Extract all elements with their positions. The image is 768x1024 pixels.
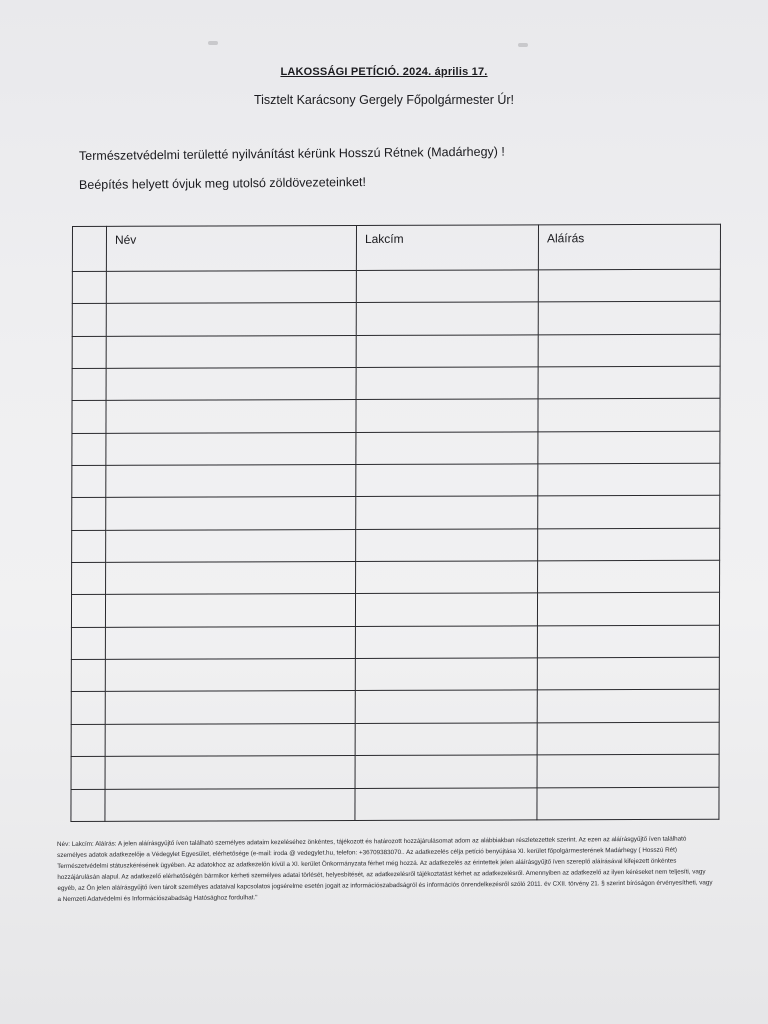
- signature-rows: [71, 269, 720, 821]
- address-cell[interactable]: [355, 723, 537, 756]
- appeal-line: Beépítés helyett óvjuk meg utolsó zöldövezeteinket!: [78, 174, 367, 192]
- table-row: [72, 399, 720, 434]
- row-number-cell[interactable]: [72, 498, 106, 530]
- name-cell[interactable]: [106, 400, 356, 433]
- table-row: [72, 269, 720, 304]
- signature-table: [70, 224, 721, 822]
- row-number-cell[interactable]: [71, 757, 105, 789]
- name-cell[interactable]: [106, 529, 356, 562]
- address-cell[interactable]: [355, 626, 537, 659]
- petition-title: LAKOSSÁGI PETÍCIÓ. 2024. április 17.: [280, 66, 488, 78]
- row-number-cell[interactable]: [72, 368, 106, 400]
- request-line: Természetvédelmi területté nyilvánítást kérünk Hosszú Rétnek (Madárhegy) !: [78, 144, 505, 163]
- row-number-cell[interactable]: [72, 530, 106, 562]
- table-row: [71, 787, 719, 822]
- name-cell[interactable]: [106, 335, 356, 368]
- name-cell[interactable]: [106, 497, 356, 530]
- row-number-cell[interactable]: [71, 692, 105, 724]
- name-cell[interactable]: [106, 465, 356, 498]
- address-cell[interactable]: [356, 335, 538, 368]
- row-number-cell[interactable]: [71, 627, 105, 659]
- name-cell[interactable]: [105, 594, 355, 627]
- name-cell[interactable]: [105, 788, 355, 821]
- name-cell[interactable]: [106, 368, 356, 401]
- address-cell[interactable]: [356, 496, 538, 529]
- name-cell[interactable]: [105, 691, 355, 724]
- salutation: Tisztelt Karácsony Gergely Főpolgármester Úr!: [253, 93, 515, 107]
- row-number-cell[interactable]: [71, 660, 105, 692]
- table-row: [72, 366, 720, 401]
- signature-cell[interactable]: [537, 657, 719, 690]
- hole-mark: [518, 43, 528, 47]
- signature-cell[interactable]: [537, 690, 719, 723]
- signature-cell[interactable]: [537, 593, 719, 626]
- row-number-cell[interactable]: [72, 336, 106, 368]
- name-cell[interactable]: [105, 723, 355, 756]
- signature-cell[interactable]: [538, 334, 720, 367]
- hole-mark: [208, 41, 218, 45]
- signature-cell[interactable]: [537, 754, 719, 787]
- name-cell[interactable]: [105, 659, 355, 692]
- address-cell[interactable]: [356, 561, 538, 594]
- address-cell[interactable]: [356, 270, 538, 303]
- table-row: [71, 690, 719, 725]
- header-name: Név: [106, 226, 356, 272]
- address-cell[interactable]: [355, 755, 537, 788]
- table-row: [72, 334, 720, 369]
- row-number-cell[interactable]: [72, 465, 106, 497]
- address-cell[interactable]: [356, 399, 538, 432]
- signature-cell[interactable]: [538, 463, 720, 496]
- table-row: [71, 625, 719, 660]
- signature-cell[interactable]: [537, 787, 719, 820]
- signature-cell[interactable]: [538, 528, 720, 561]
- address-cell[interactable]: [356, 529, 538, 562]
- signature-cell[interactable]: [537, 722, 719, 755]
- table-row: [72, 560, 720, 595]
- table-row: [72, 463, 720, 498]
- name-cell[interactable]: [106, 432, 356, 465]
- signature-cell[interactable]: [538, 496, 720, 529]
- privacy-footer: Név: Lakcím: Aláírás: A jelen aláírásgyűjtő íven található személyes adataim kezeléséhez önkéntes, tájékozott és határozott hozzájárulásomat adom az alábbiakban részletezettek szerint. Az ezen az aláírásgyűjtő íven található személyes adatok adatkezelője a Védegylet Egyesület, elérhetősége (e-mail: iroda @ vedegylet.hu, telefon: +36709383070.. Az adatkezelés célja petíció benyújtása XI. kerület főpolgármesterének Madárhegy ( Hosszú Rét) Természetvédelmi státuszkérésének ügyében. Az adatokhoz az adatkezelőn kívül a XI. kerület Önkormányzata férhet még hozzá. Az adatkezelés az érintettek jelen aláírásgyűjtő íven szereplő aláírásával kifejezett önkéntes hozzájárulásán alapul. Az adatkezelő elérhetőségén bármikor kérheti személyes adatai törlését, helyesbítését, az adatkezelésről tájékoztatást kérhet az adatkezelésről. Amennyiben az adatkezelő az ilyen kéréseket nem teljesíti, vagy egyéb, az Ön jelen aláírásgyűjtő íven tárolt személyes adataival kapcsolatos jogsérelme esetén jogait az információszabadságról és információs önrendelkezésről szóló 2011. év CXII. törvény 21. § szerint bíróságon érvényesítheti, vagy a Nemzeti Adatvédelmi és Információszabadság Hatósághoz fordulhat.": [57, 835, 713, 903]
- row-number-cell[interactable]: [72, 271, 106, 303]
- signature-cell[interactable]: [538, 366, 720, 399]
- row-number-cell[interactable]: [71, 789, 105, 822]
- address-cell[interactable]: [356, 367, 538, 400]
- name-cell[interactable]: [105, 756, 355, 789]
- header-signature: Aláírás: [538, 224, 720, 270]
- row-number-cell[interactable]: [72, 401, 106, 433]
- table-row: [72, 496, 720, 531]
- address-cell[interactable]: [355, 690, 537, 723]
- table-header-row: [72, 224, 720, 271]
- signature-cell[interactable]: [538, 302, 720, 335]
- table-row: [71, 754, 719, 789]
- name-cell[interactable]: [105, 626, 355, 659]
- signature-cell[interactable]: [538, 399, 720, 432]
- header-number: [72, 226, 106, 271]
- signature-cell[interactable]: [538, 560, 720, 593]
- row-number-cell[interactable]: [72, 562, 106, 594]
- table-row: [71, 593, 719, 628]
- row-number-cell[interactable]: [72, 304, 106, 336]
- signature-table-wrapper: [70, 224, 720, 822]
- signature-cell[interactable]: [538, 431, 720, 464]
- name-cell[interactable]: [106, 303, 356, 336]
- address-cell[interactable]: [356, 432, 538, 465]
- row-number-cell[interactable]: [71, 595, 105, 627]
- address-cell[interactable]: [356, 302, 538, 335]
- address-cell[interactable]: [355, 593, 537, 626]
- address-cell[interactable]: [356, 464, 538, 497]
- address-cell[interactable]: [355, 787, 537, 820]
- table-row: [71, 657, 719, 692]
- table-row: [72, 528, 720, 563]
- row-number-cell[interactable]: [71, 724, 105, 756]
- address-cell[interactable]: [355, 658, 537, 691]
- name-cell[interactable]: [106, 562, 356, 595]
- signature-cell[interactable]: [538, 269, 720, 302]
- table-row: [71, 722, 719, 757]
- name-cell[interactable]: [106, 271, 356, 304]
- header-address: Lakcím: [356, 225, 538, 271]
- row-number-cell[interactable]: [72, 433, 106, 465]
- signature-cell[interactable]: [537, 625, 719, 658]
- table-row: [72, 431, 720, 466]
- table-row: [72, 302, 720, 337]
